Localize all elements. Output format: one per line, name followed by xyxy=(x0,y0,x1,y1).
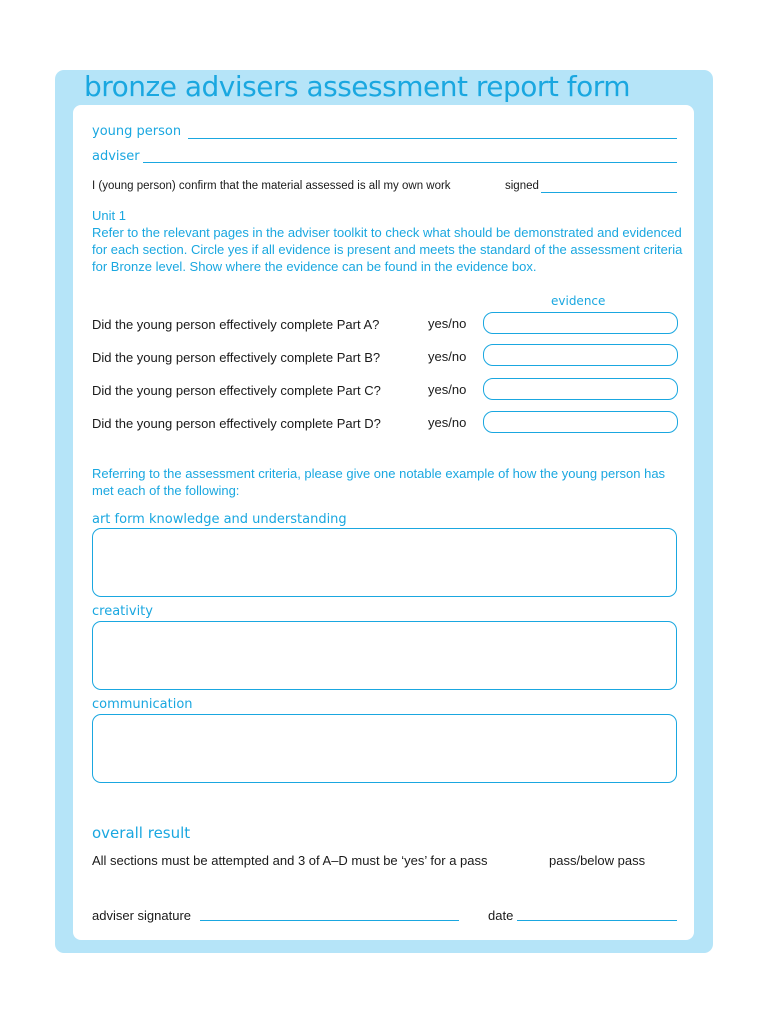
form-title: bronze advisers assessment report form xyxy=(84,70,631,103)
question-part-b: Did the young person effectively complete Part B? xyxy=(92,350,381,365)
answer-part-b[interactable]: yes/no xyxy=(428,349,467,364)
question-part-a: Did the young person effectively complete Part A? xyxy=(92,317,380,332)
evidence-box-part-c[interactable] xyxy=(483,378,678,400)
date-field[interactable] xyxy=(517,920,677,921)
young-person-field[interactable] xyxy=(188,138,677,139)
evidence-header: evidence xyxy=(551,294,606,308)
question-part-c: Did the young person effectively complete Part C? xyxy=(92,383,381,398)
adviser-field[interactable] xyxy=(143,162,677,163)
criteria-box-communication[interactable] xyxy=(92,714,677,783)
signed-field[interactable] xyxy=(541,192,677,193)
criteria-intro: Referring to the assessment criteria, please give one notable example of how the young person has met each of the following: xyxy=(92,466,666,498)
unit-heading: Unit 1 xyxy=(92,208,126,223)
answer-part-a[interactable]: yes/no xyxy=(428,316,467,331)
question-part-d: Did the young person effectively complete Part D? xyxy=(92,416,381,431)
criteria-label-knowledge: art form knowledge and understanding xyxy=(92,512,347,527)
evidence-box-part-a[interactable] xyxy=(483,312,678,334)
overall-result-options[interactable]: pass/below pass xyxy=(549,853,646,868)
evidence-box-part-d[interactable] xyxy=(483,411,678,433)
adviser-signature-field[interactable] xyxy=(200,920,459,921)
overall-rule: All sections must be attempted and 3 of A–D must be ‘yes’ for a pass xyxy=(92,853,488,868)
criteria-label-communication: communication xyxy=(92,697,193,712)
criteria-box-knowledge[interactable] xyxy=(92,528,677,597)
overall-heading: overall result xyxy=(92,824,191,842)
signed-label: signed xyxy=(505,180,539,192)
date-label: date xyxy=(488,908,514,923)
evidence-box-part-b[interactable] xyxy=(483,344,678,366)
adviser-signature-label: adviser signature xyxy=(92,908,191,923)
young-person-label: young person xyxy=(92,124,182,139)
adviser-label: adviser xyxy=(92,149,140,164)
confirm-statement: I (young person) confirm that the material assessed is all my own work xyxy=(92,180,451,192)
unit-instructions: Refer to the relevant pages in the adviser toolkit to check what should be demonstrated and evidenced for each section. Circle yes if all evidence is present and meets the standard of the assessment criteria for Bronze level. Show where the evidence can be found in the evidence box. xyxy=(92,225,683,274)
criteria-box-creativity[interactable] xyxy=(92,621,677,690)
answer-part-d[interactable]: yes/no xyxy=(428,415,467,430)
answer-part-c[interactable]: yes/no xyxy=(428,382,467,397)
criteria-label-creativity: creativity xyxy=(92,604,153,619)
